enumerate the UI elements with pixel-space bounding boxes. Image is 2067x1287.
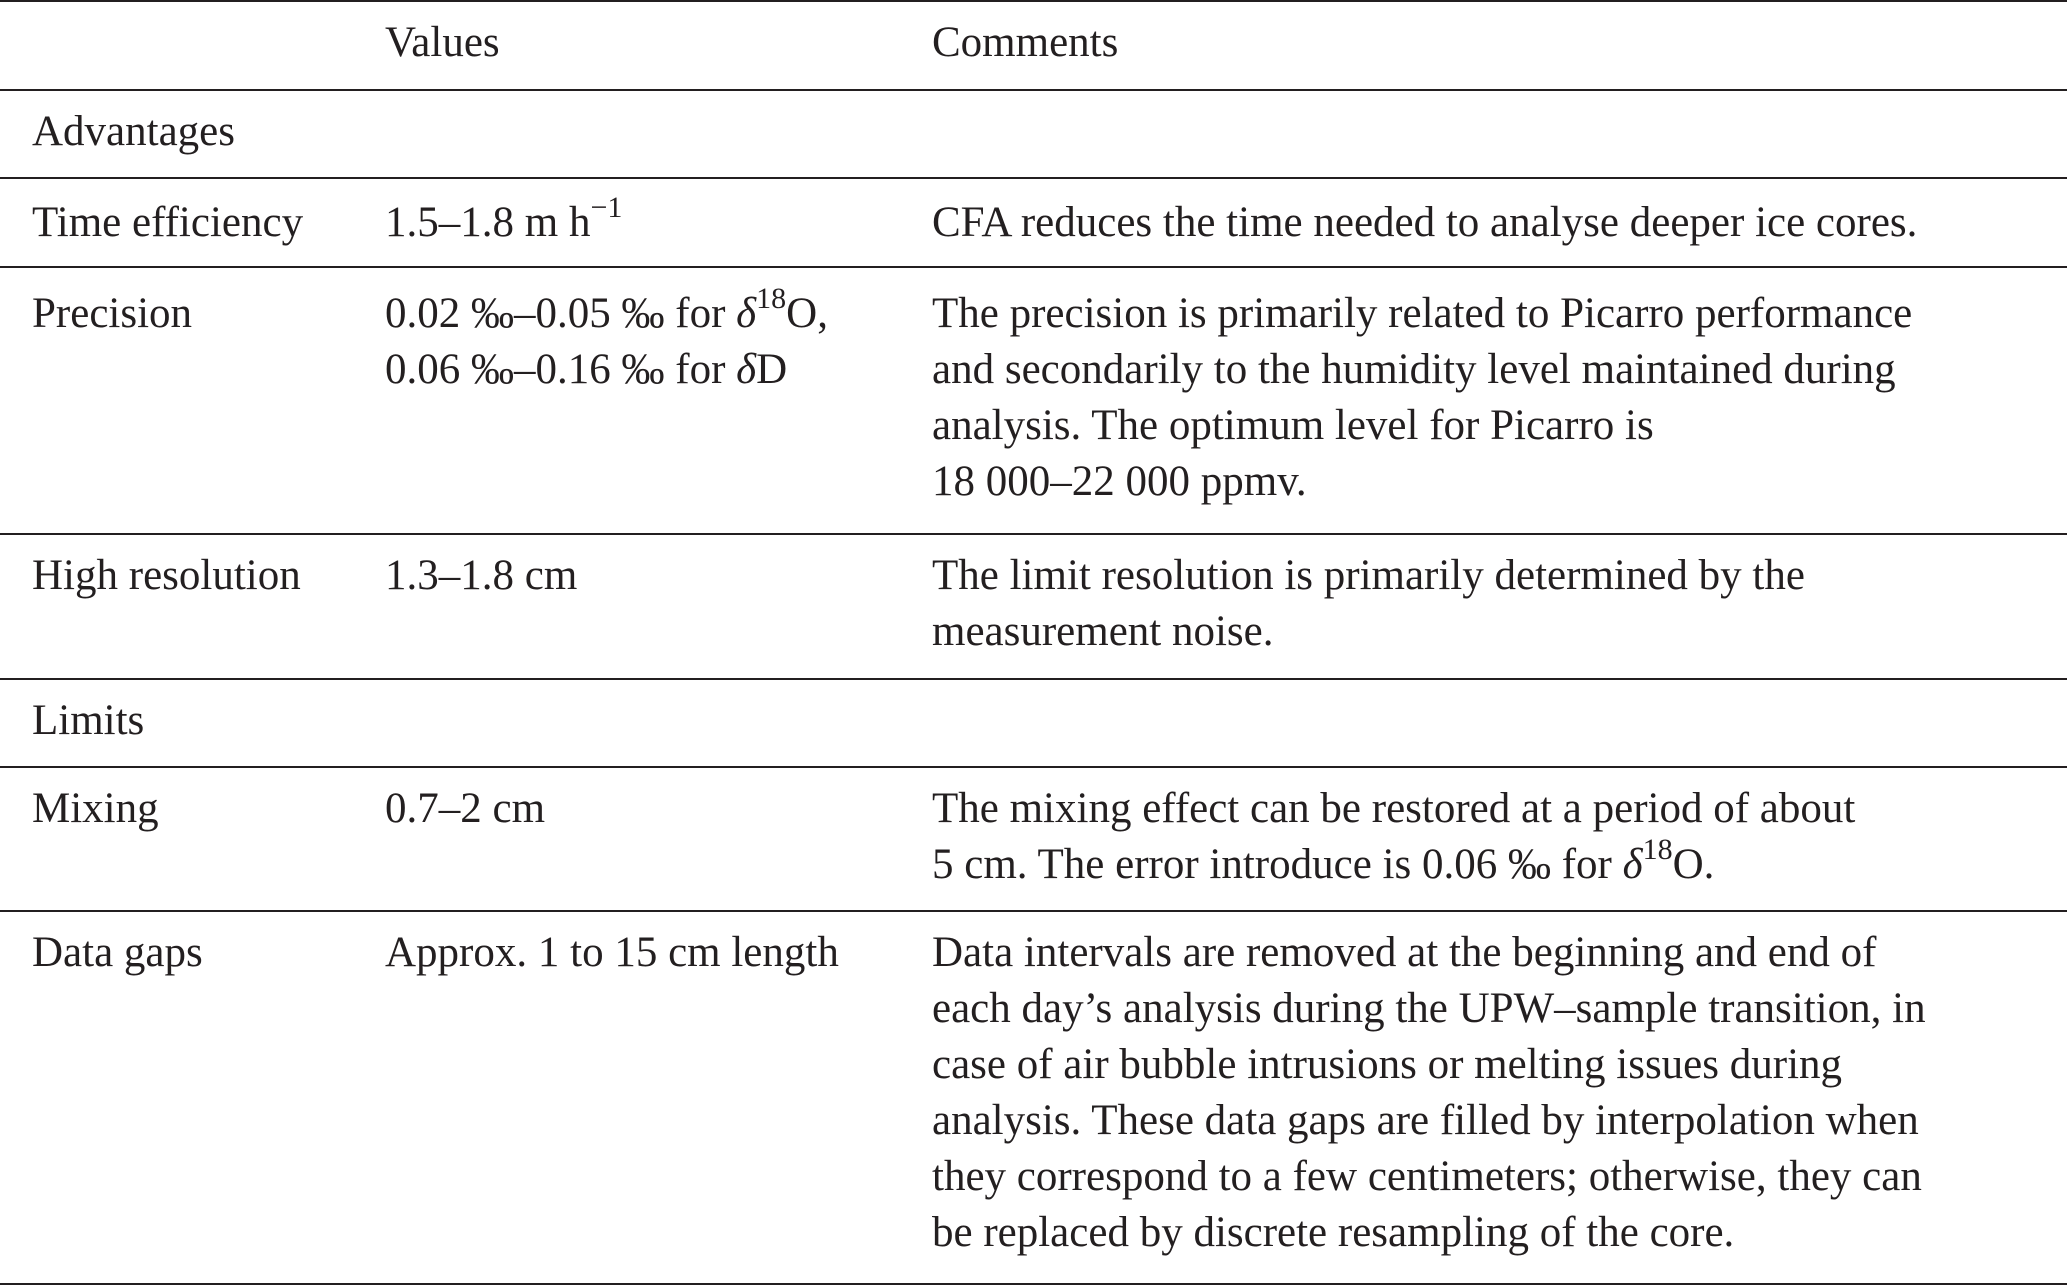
row-label-precision: Precision — [32, 290, 193, 337]
row-comment-data-gaps — [932, 925, 1926, 1261]
row-comment-mixing — [932, 781, 1855, 893]
section-title-advantages: Advantages — [32, 108, 235, 155]
row-label-mixing: Mixing — [32, 785, 159, 832]
delta-symbol: δ — [736, 290, 757, 337]
row-divider — [0, 910, 2067, 912]
comment-line: The mixing effect can be restored at a period of about — [932, 785, 1856, 832]
row-value-precision — [385, 282, 828, 398]
value-line — [385, 342, 828, 398]
comment-line: CFA reduces the time needed to analyse deeper ice cores. — [932, 199, 1918, 246]
top-rule — [0, 0, 2067, 2]
delta-symbol: δ — [736, 346, 757, 393]
value-prefix: 0.02 ‰–0.05 ‰ for — [385, 290, 737, 337]
row-divider — [0, 533, 2067, 535]
row-divider — [0, 678, 2067, 680]
delta-symbol: δ — [1622, 841, 1643, 888]
comment-line: they correspond to a few centimeters; otherwise, they can — [932, 1153, 1922, 1200]
comment-line: and secondarily to the humidity level maintained during — [932, 346, 1896, 393]
row-comment-high-resolution — [932, 548, 1805, 660]
bottom-rule — [0, 1283, 2067, 1285]
row-value-mixing: 0.7–2 cm — [385, 785, 546, 832]
comment-line: measurement noise. — [932, 608, 1274, 655]
row-comment-time-efficiency — [932, 195, 1917, 251]
row-divider — [0, 766, 2067, 768]
value-suffix: D — [756, 346, 788, 393]
comment-prefix: 5 cm. The error introduce is 0.06 ‰ for — [932, 841, 1623, 888]
comment-line: each day’s analysis during the UPW–sample transition, in — [932, 985, 1926, 1032]
row-value-data-gaps: Approx. 1 to 15 cm length — [385, 929, 839, 976]
isotope-superscript: 18 — [1642, 833, 1673, 866]
value-exponent: −1 — [590, 191, 623, 224]
comment-line: analysis. The optimum level for Picarro is — [932, 402, 1654, 449]
row-label-high-resolution: High resolution — [32, 552, 301, 599]
header-rule — [0, 89, 2067, 91]
comment-line: The limit resolution is primarily determined by the — [932, 552, 1805, 599]
comment-line: case of air bubble intrusions or melting issues during — [932, 1041, 1843, 1088]
comment-line: analysis. These data gaps are filled by interpolation when — [932, 1097, 1919, 1144]
comment-line: The precision is primarily related to Picarro performance — [932, 290, 1913, 337]
row-comment-precision — [932, 286, 1912, 510]
value-prefix: 0.06 ‰–0.16 ‰ for — [385, 346, 737, 393]
value-line — [385, 282, 828, 342]
comment-line: be replaced by discrete resampling of the core. — [932, 1209, 1735, 1256]
header-comments: Comments — [932, 19, 1119, 66]
header-values: Values — [385, 19, 500, 66]
isotope-superscript: 18 — [756, 282, 787, 315]
comment-line — [932, 833, 1855, 893]
value-text: 1.5–1.8 m h — [385, 199, 591, 246]
row-divider — [0, 266, 2067, 268]
row-label-data-gaps: Data gaps — [32, 929, 203, 976]
comment-line: 18 000–22 000 ppmv. — [932, 458, 1307, 505]
value-suffix: O, — [786, 290, 828, 337]
row-label-time-efficiency: Time efficiency — [32, 199, 304, 246]
row-value-time-efficiency — [385, 191, 623, 251]
row-value-high-resolution: 1.3–1.8 cm — [385, 552, 578, 599]
section-title-limits: Limits — [32, 697, 145, 744]
comment-line: Data intervals are removed at the beginning and end of — [932, 929, 1877, 976]
row-divider — [0, 177, 2067, 179]
comment-suffix: O. — [1672, 841, 1715, 888]
